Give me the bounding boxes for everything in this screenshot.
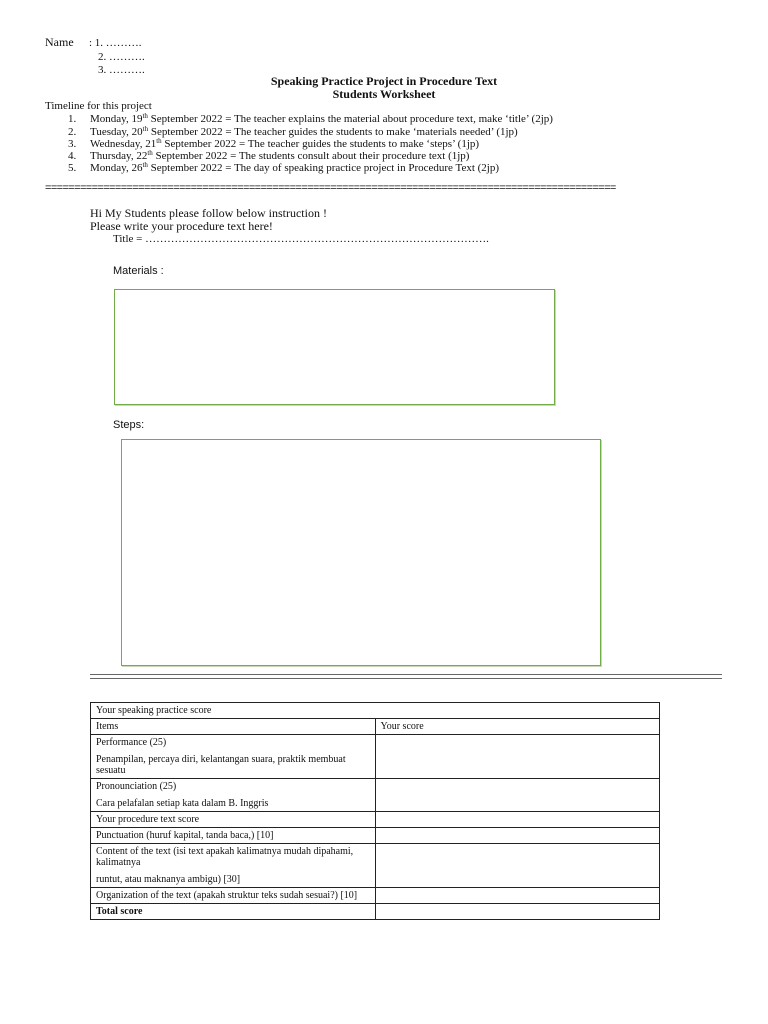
criterion-cell [91, 779, 376, 812]
timeline-number: 4. [68, 150, 77, 162]
timeline-heading: Timeline for this project [45, 100, 152, 112]
criterion-title: Content of the text (isi text apakah kalimatnya mudah dipahami, kalimatnya [96, 846, 354, 868]
double-divider [90, 674, 722, 679]
steps-box[interactable] [121, 439, 601, 666]
criterion-title: Pronounciation (25) [96, 781, 177, 792]
timeline-text: September 2022 = The teacher guides the students to make ‘materials needed’ (1jp) [148, 126, 518, 138]
timeline-number: 1. [68, 113, 77, 125]
table-row [91, 812, 660, 828]
score-cell[interactable] [375, 735, 660, 779]
criterion-cell [91, 888, 376, 904]
timeline-text: September 2022 = The day of speaking practice project in Procedure Text (2jp) [147, 162, 500, 174]
timeline-number: 2. [68, 126, 77, 138]
timeline-day: Wednesday, 21 [90, 138, 157, 150]
timeline-day: Monday, 26 [90, 162, 143, 174]
criterion-cell [91, 828, 376, 844]
score-cell[interactable] [375, 844, 660, 888]
criterion-title: Performance (25) [96, 737, 167, 748]
table-row [91, 904, 660, 920]
criterion-desc: runtut, atau maknanya ambigu) [30] [96, 874, 241, 885]
steps-label: Steps: [113, 419, 145, 431]
score-table-header: Your speaking practice score [91, 703, 660, 719]
score-cell[interactable] [375, 812, 660, 828]
table-row [91, 888, 660, 904]
ordinal-suffix: th [147, 149, 153, 157]
timeline-day: Tuesday, 20 [90, 126, 143, 138]
timeline-day: Thursday, 22 [90, 150, 148, 162]
table-row [91, 844, 660, 888]
materials-box[interactable] [114, 289, 555, 405]
timeline-item [68, 150, 469, 162]
total-score-cell[interactable] [375, 904, 660, 920]
name-blank-3: 3. ………. [98, 64, 145, 76]
timeline-item [68, 113, 553, 125]
criterion-title: Your procedure text score [96, 814, 200, 825]
score-cell[interactable] [375, 828, 660, 844]
timeline-text: September 2022 = The teacher guides the students to make ‘steps’ (1jp) [161, 138, 480, 150]
name-blank-1: : 1. ………. [89, 37, 142, 49]
col-items-header: Items [91, 719, 376, 735]
criterion-cell [91, 844, 376, 888]
timeline-number: 5. [68, 162, 77, 174]
timeline-text: September 2022 = The students consult about their procedure text (1jp) [152, 150, 470, 162]
worksheet-title: Speaking Practice Project in Procedure Text [270, 74, 498, 88]
criterion-desc: Penampilan, percaya diri, kelantangan suara, praktik membuat sesuatu [96, 754, 346, 776]
timeline-text: September 2022 = The teacher explains the material about procedure text, make ‘title’ (2jp) [147, 113, 553, 125]
score-table [90, 702, 660, 920]
timeline-item [68, 162, 499, 174]
materials-label: Materials : [113, 265, 164, 277]
score-cell[interactable] [375, 779, 660, 812]
instruction-line-2: Please write your procedure text here! [90, 219, 273, 233]
criterion-cell [91, 735, 376, 779]
equals-separator: ================================================================================================== [45, 183, 616, 193]
ordinal-suffix: th [142, 161, 148, 169]
criterion-title: Punctuation (huruf kapital, tanda baca,) [10] [96, 830, 274, 841]
score-cell[interactable] [375, 888, 660, 904]
col-score-header: Your score [375, 719, 660, 735]
criterion-desc: Cara pelafalan setiap kata dalam B. Inggris [96, 798, 269, 809]
table-row [91, 703, 660, 719]
table-row [91, 719, 660, 735]
ordinal-suffix: th [156, 137, 162, 145]
criterion-title: Organization of the text (apakah struktur teks sudah sesuai?) [10] [96, 890, 358, 901]
ordinal-suffix: th [142, 125, 149, 133]
ordinal-suffix: th [142, 112, 148, 120]
timeline-item [68, 126, 518, 138]
title-fill-line: Title = …………………………………………………………………………………. [113, 233, 489, 245]
timeline-number: 3. [68, 138, 77, 150]
name-blank-2: 2. ………. [98, 51, 145, 63]
total-score-label: Total score [91, 904, 376, 920]
table-row [91, 735, 660, 779]
timeline-day: Monday, 19 [90, 113, 143, 125]
name-label: Name [45, 35, 74, 49]
instruction-line-1: Hi My Students please follow below instruction ! [90, 206, 327, 220]
worksheet-subtitle: Students Worksheet [332, 87, 436, 101]
table-row [91, 828, 660, 844]
timeline-item [68, 138, 479, 150]
table-row [91, 779, 660, 812]
name-label-row [45, 36, 89, 49]
criterion-cell [91, 812, 376, 828]
